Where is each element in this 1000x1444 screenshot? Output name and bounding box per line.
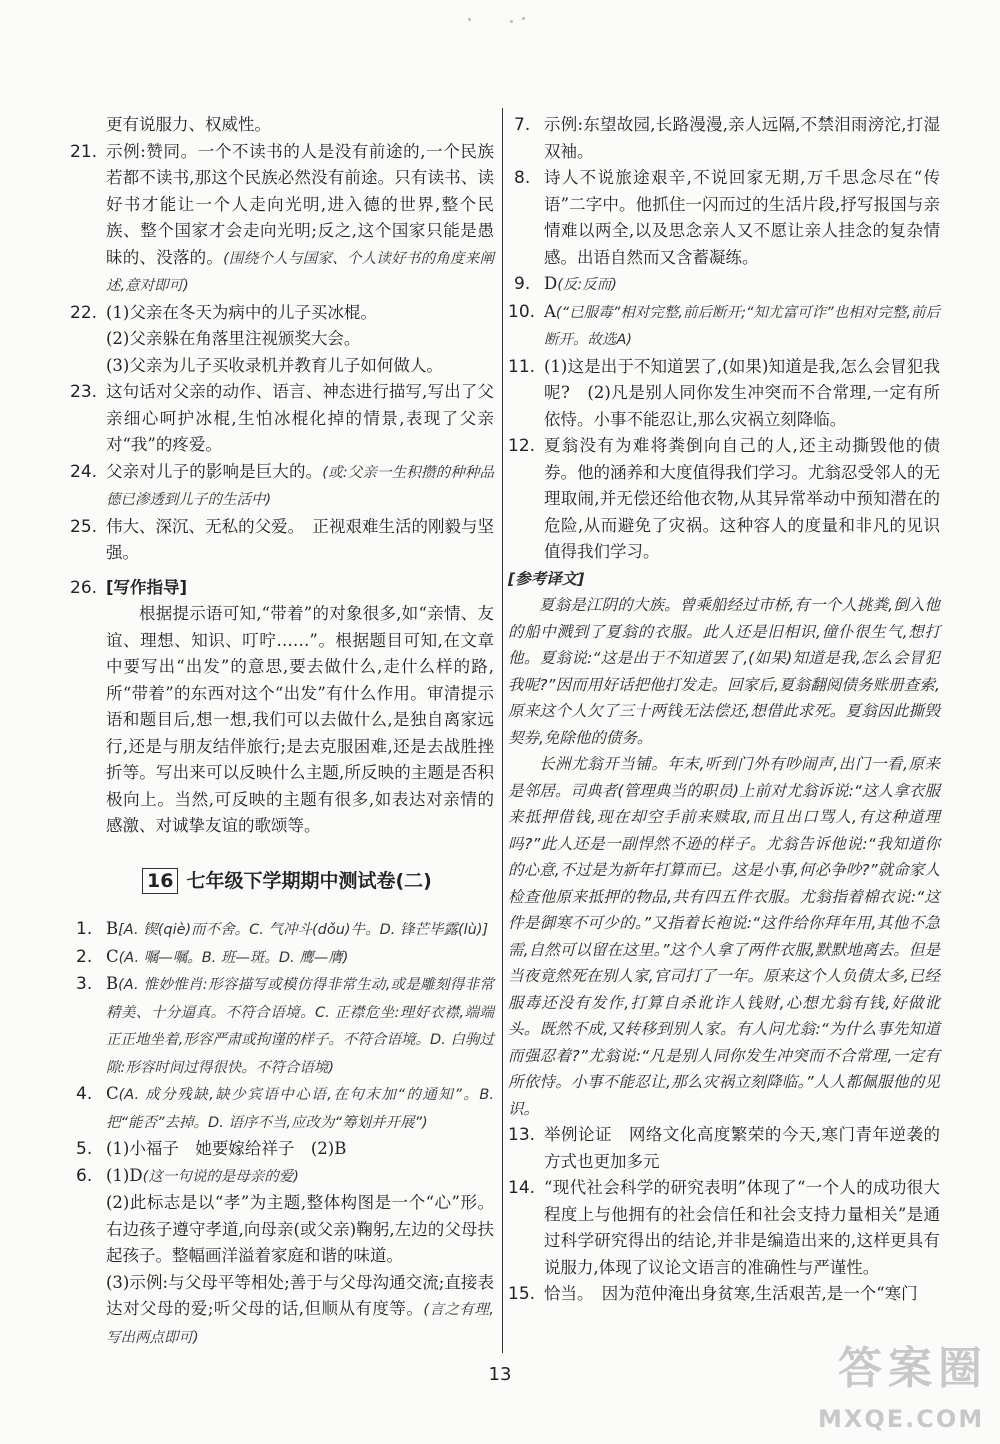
- answer-number: 24.: [70, 461, 98, 482]
- answer-line: (3)父亲为儿子买收录机并教育儿子如何做人。: [106, 355, 443, 375]
- watermark-url: MXQE.COM: [818, 1405, 985, 1433]
- answer-item: [70, 112, 494, 139]
- answer-item-23: [70, 379, 494, 459]
- answer-text: B: [106, 919, 119, 938]
- answer-number: 7.: [514, 115, 531, 135]
- writing-guide-label: [写作指导]: [106, 577, 188, 597]
- answer-note: (A. 嘱—嘱。B. 班—斑。D. 鹰—膺): [118, 949, 349, 966]
- answer-item-12: [508, 433, 940, 566]
- answer-text: D: [544, 274, 558, 293]
- answer-note: (言之有理,写出两点即可): [106, 1302, 494, 1346]
- answer-number: 21.: [70, 141, 98, 162]
- translation-paragraph: 长洲尤翁开当铺。年末,听到门外有吵闹声,出门一看,原来是邻居。司典者(管理典当的职员)上前对尤翁诉说:“这人拿衣服来抵押借钱,现在却空手前来赎取,而且出口骂人,有这种道理吗?”此人还是一副悍然不逊的样子。尤翁告诉他说:“我知道你的心意,不过是为新年打算而已。这是小事,何必争吵?”就命家人检查他原来抵押的物品,共有四五件衣服。尤翁指着棉衣说:“这件是御寒不可少的。”又指着长袍说:“这件给你拜年用,其他不急需,自然可以留在这里。”这个人拿了两件衣服,默默地离去。但是当夜竟然死在别人家,官司打了一年。原来这个人负债太多,已经服毒还没有发作,打算自杀讹诈人钱财,心想尤翁有钱,好做讹头。既然不成,又转移到别人家。有人问尤翁:“为什么事先知道而强忍着?”尤翁说:“凡是别人同你发生冲突而不合常理,一定有所依恃。小事不能忍让,那么灾祸立刻降临。”人人都佩服他的见识。: [508, 755, 940, 1118]
- answer-text: 恰当。 因为范仲淹出身贫寒,生活艰苦,是一个“寒门: [544, 1284, 918, 1303]
- answer-number: 11.: [508, 356, 536, 377]
- column-divider: [502, 108, 503, 1353]
- answer-number: 1.: [76, 919, 93, 939]
- section-number: 16: [142, 868, 178, 894]
- answer-number: 6.: [76, 1165, 93, 1186]
- answer-item-4: [70, 1081, 494, 1136]
- translation-label: [参考译文]: [508, 569, 585, 588]
- left-column: [70, 112, 494, 1351]
- answer-item-26: [70, 575, 494, 840]
- answer-item-11: [508, 354, 940, 434]
- answer-item-15: [508, 1281, 940, 1308]
- answer-item-25: [70, 514, 494, 567]
- answer-item-6: [70, 1163, 494, 1352]
- answer-number: 13.: [508, 1125, 536, 1145]
- answer-text: 举例论证 网络文化高度繁荣的今天,寒门青年逆袭的方式也更加多元: [544, 1125, 940, 1171]
- answer-item-9: [508, 271, 940, 299]
- answer-number: 15.: [508, 1284, 536, 1304]
- answer-item-22: [70, 300, 494, 380]
- answer-number: 22.: [70, 302, 98, 323]
- answer-text: 伟大、深沉、无私的父爱。 正视艰难生活的刚毅与坚强。: [106, 516, 494, 562]
- answer-number: 9.: [514, 274, 531, 294]
- answer-item-3: [70, 971, 494, 1081]
- answer-line: (1)父亲在冬天为病中的儿子买冰棍。: [106, 302, 377, 322]
- reference-translation: [508, 566, 940, 1123]
- answer-item-1: [70, 916, 494, 944]
- watermark-logo-text: 答案圈: [838, 1343, 988, 1394]
- answer-note: (A. 成分残缺,缺少宾语中心语,在句末加“的通知”。B. 把“能否”去掉。D. 语序不当,应改为“筹划并开展”): [106, 1087, 494, 1131]
- answer-text: “现代社会科学的研究表明”体现了“一个人的成功很大程度上与他拥有的社会信任和社会支持力量相关”是通过科学研究得出的结论,并非是编造出来的,这样更具有说服力,体现了议论文语言的准确性与严谨性。: [544, 1178, 940, 1277]
- translation-paragraph: 夏翁是江阴的大族。曾乘船经过市桥,有一个人挑粪,倒入他的船中溅到了夏翁的衣服。此人还是旧相识,僮仆很生气,想打他。夏翁说:“这是出于不知道罢了,(如果)知道是我,怎么会冒犯我呢?”因而用好话把他打发走。回家后,夏翁翻阅债务账册查索,原来这个人欠了三十两钱无法偿还,想借此求死。夏翁因此撕毁契券,免除他的债务。: [508, 596, 940, 747]
- right-column: [508, 112, 940, 1308]
- answer-number: 4.: [76, 1084, 93, 1104]
- answer-number: 3.: [76, 974, 93, 994]
- answer-line: (3)示例:与父母平等相处;善于与父母沟通交流;直接表达对父母的爱;听父母的话,但顺从有度等。: [106, 1272, 494, 1318]
- section-title: 七年级下学期期中测试卷(二): [186, 869, 432, 892]
- site-watermark: [778, 1343, 992, 1438]
- answer-text: (1)小福子 她要嫁给祥子 (2)B: [106, 1139, 347, 1158]
- answer-note: (反:反而): [557, 277, 617, 293]
- answer-text: C: [106, 946, 119, 966]
- answer-line: (2)父亲躲在角落里注视颁奖大会。: [106, 329, 361, 348]
- answer-item-14: [508, 1175, 940, 1281]
- answer-text: (1)这是出于不知道罢了,(如果)知道是我,怎么会冒犯我呢? (2)凡是别人同你发生冲突而不合常理,一定有所依恃。小事不能忍让,那么灾祸立刻降临。: [544, 356, 940, 429]
- answer-text: 示例:赞同。一个不读书的人是没有前途的,一个民族若都不读书,那这个民族必然没有前途。只有读书、读好书才能让一个人走向光明,进入德的世界,整个民族、整个国家才会走向光明;反之,这个国家只能是愚昧的、没落的。: [106, 141, 494, 267]
- answer-text: 夏翁没有为难将粪倒向自己的人,还主动撕毁他的债券。他的涵养和大度值得我们学习。尤翁忍受邻人的无理取闹,并无偿还给他衣物,从其异常举动中预知潜在的危险,从而避免了灾祸。这种容人的度量和非凡的见识值得我们学习。: [544, 436, 940, 561]
- answer-note: (A. 惟妙惟肖:形容描写或模仿得非常生动,或是雕刻得非常精美、十分逼真。不符合语境。C. 正襟危坐:理好衣襟,端端正正地坐着,形容严肃或拘谨的样子。不符合语境。D. 白驹过隙:形容时间过得很快。不符合语境): [106, 977, 494, 1076]
- answer-text: 示例:东望故园,长路漫漫,亲人远隔,不禁泪雨滂沱,打湿双袖。: [544, 115, 940, 161]
- answer-text: B: [106, 974, 119, 993]
- answer-item-5: [70, 1136, 494, 1163]
- answer-number: 25.: [70, 516, 98, 537]
- answer-text: C: [106, 1084, 119, 1103]
- answer-item-8: [508, 165, 940, 271]
- answer-text: 诗人不说旅途艰辛,不说回家无期,万千思念尽在“传语”二字中。他抓住一闪而过的生活片段,抒写报国与亲情难以两全,以及思念亲人又不愿让亲人挂念的复杂情感。出语自然而又含蓄凝练。: [544, 168, 940, 267]
- section-heading: [142, 868, 494, 895]
- answer-number: 23.: [70, 382, 98, 402]
- answer-text: 父亲对儿子的影响是巨大的。: [106, 461, 323, 481]
- answer-item-2: [70, 944, 494, 972]
- answer-note: (“已服毒”相对完整,前后断开;“知尤富可诈”也相对完整,前后断开。故选A): [544, 304, 940, 348]
- page-number: 13: [488, 1364, 512, 1385]
- answer-item-13: [508, 1122, 940, 1175]
- answer-number: 14.: [508, 1178, 536, 1198]
- answer-text: 更有说服力、权威性。: [106, 115, 271, 134]
- answer-number: 2.: [76, 946, 93, 967]
- answer-item-10: [508, 299, 940, 354]
- scan-dots: [460, 14, 540, 24]
- answer-item-7: [508, 112, 940, 165]
- writing-guide-text: 根据提示语可知,“带着”的对象很多,如“亲情、友谊、理想、知识、叮咛……”。根据题目可知,在文章中要写出“出发”的意思,要去做什么,走什么样的路,所“带着”的东西对这个“出发”有什么作用。审清提示语和题目后,想一想,我们可以去做什么,是独自离家远行,还是与朋友结伴旅行;是去克服困难,还是去战胜挫折等。写出来可以反映什么主题,所反映的主题是否积极向上。当然,可反映的主题有很多,如表达对亲情的感激、对诚挚友谊的歌颂等。: [106, 604, 494, 835]
- answer-item-21: [70, 139, 494, 300]
- answer-number: 26.: [70, 577, 98, 598]
- answer-line: (2)此标志是以“孝”为主题,整体构图是一个“心”形。右边孩子遵守孝道,向母亲(或父亲)鞠躬,左边的父母扶起孩子。整幅画洋溢着家庭和谐的味道。: [106, 1193, 494, 1265]
- answer-note: (或:父亲一生积攒的种种品德已渗透到儿子的生活中): [106, 464, 494, 508]
- answer-number: 10.: [508, 301, 536, 322]
- answer-number: 12.: [508, 436, 536, 456]
- answer-note: (这一句说的是母亲的爱): [142, 1168, 299, 1185]
- answer-text: 这句话对父亲的动作、语言、神态进行描写,写出了父亲细心呵护冰棍,生怕冰棍化掉的情景,表现了父亲对“我”的疼爱。: [106, 382, 494, 454]
- answer-text: A: [544, 301, 556, 321]
- answer-number: 5.: [76, 1139, 93, 1159]
- answer-note: (围绕个人与国家、个人读好书的角度来阐述,意对即可): [106, 250, 495, 294]
- answer-text: (1)D: [106, 1165, 143, 1185]
- answer-number: 8.: [514, 168, 531, 188]
- answer-note: [A. 锲(qiè)而不舍。C. 气冲斗(dǒu)牛。D. 锋芒毕露(lù)]: [118, 922, 489, 938]
- answer-item-24: [70, 459, 494, 514]
